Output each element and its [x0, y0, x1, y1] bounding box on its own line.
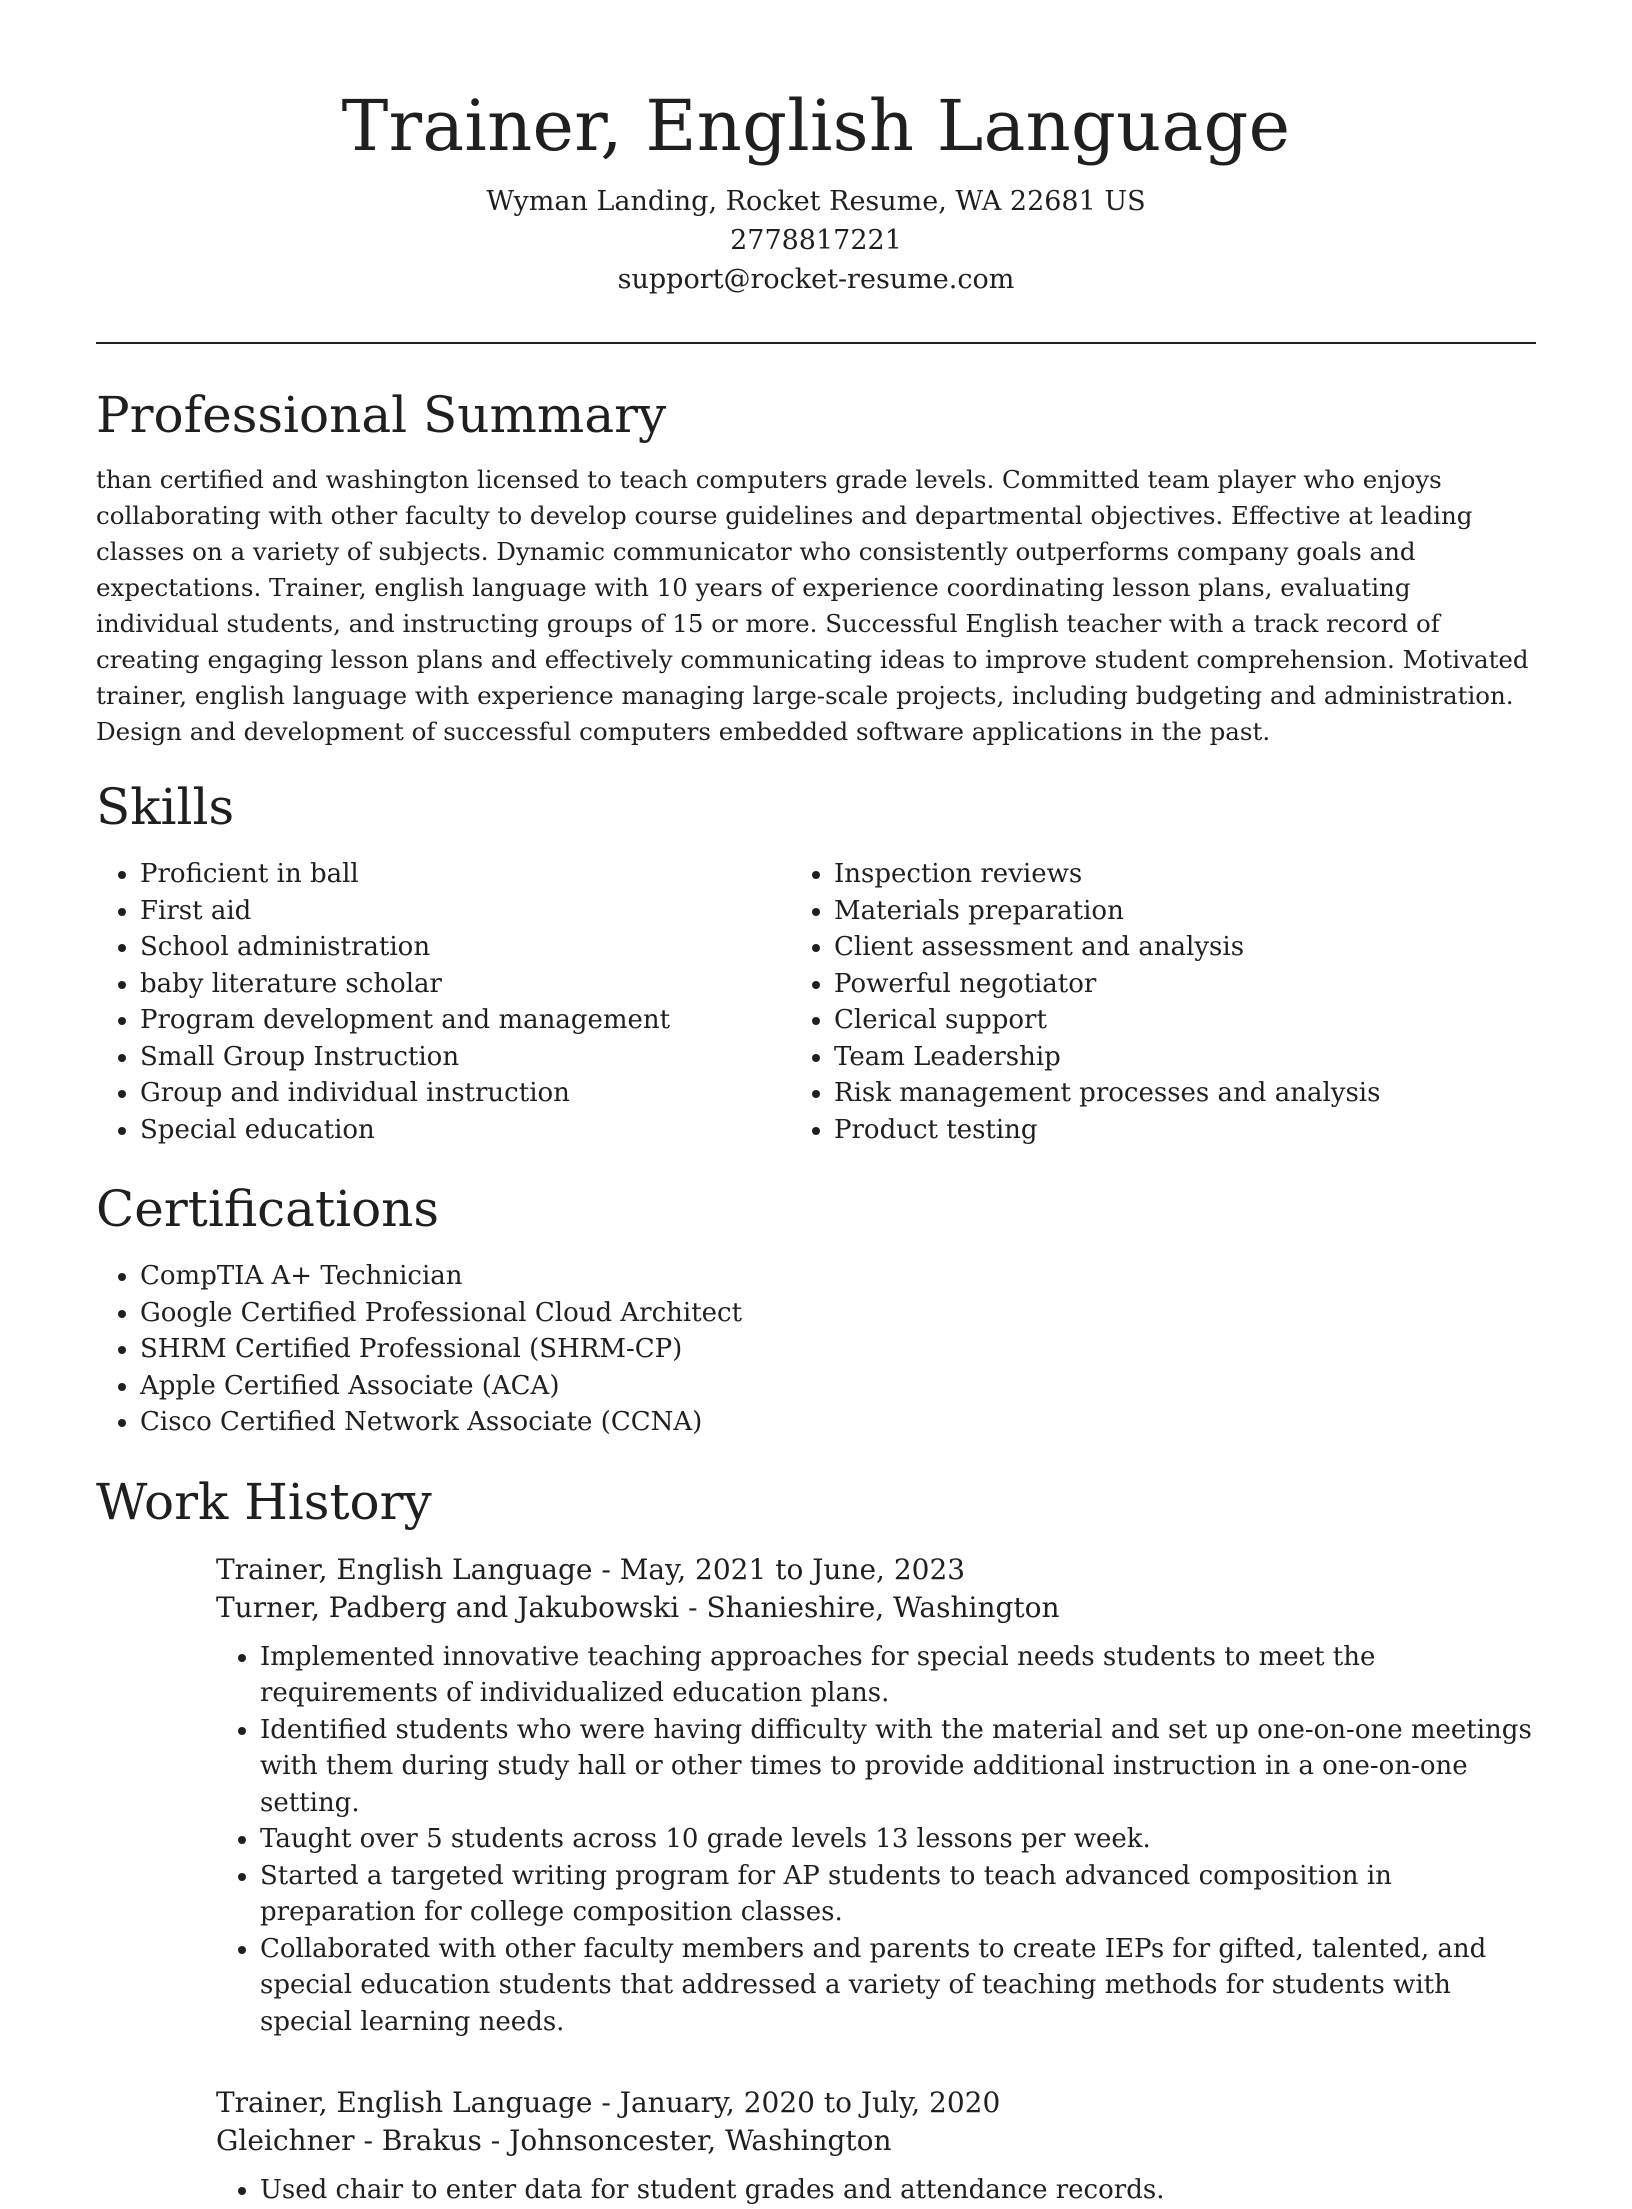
certification-item: • CompTIA A+ Technician [140, 1258, 1536, 1295]
job-bullet: • Started a targeted writing program for AP students to teach advanced composition in preparation for college composition classes. [260, 1858, 1536, 1931]
job-bullet: • Taught over 5 students across 10 grade levels 13 lessons per week. [260, 1821, 1536, 1858]
summary-text: than certified and washington licensed to teach computers grade levels. Committed team player who enjoys collaborating with other faculty to develop course guidelines and departmental objectives. Effective at leading classes on a variety of subjects. Dynamic communicator who consistently outperforms company goals and expectations. Trainer, english language with 10 years of experience coordinating lesson plans, evaluating individual students, and instructing groups of 15 or more. Successful English teacher with a track record of creating engaging lesson plans and effectively communicating ideas to improve student comprehension. Motivated trainer, english language with experience managing large-scale projects, including budgeting and administration. Design and development of successful computers embedded software applications in the past. [96, 465, 1529, 746]
skill-item: • Proficient in ball [140, 856, 790, 893]
candidate-name: Trainer, English Language [341, 85, 1291, 167]
header-divider [96, 342, 1536, 344]
skills-heading: Skills [96, 778, 235, 836]
certification-item: • Cisco Certified Network Associate (CCNA) [140, 1404, 1536, 1441]
job-title: Trainer, English Language [216, 1552, 593, 1586]
resume-body [96, 380, 1536, 2209]
skill-item: • Risk management processes and analysis [834, 1075, 1484, 1112]
contact-block [0, 182, 1632, 299]
contact-phone: 2778817221 [730, 225, 902, 256]
job-bullet: • Identified students who were having difficulty with the material and set up one-on-one meetings with them during study hall or other times to provide additional instruction in a one-on-one setting. [260, 1712, 1536, 1822]
skill-item: • Materials preparation [834, 893, 1484, 930]
separator: - [679, 1590, 707, 1624]
job-company-line [216, 2122, 1536, 2160]
job-title-line [216, 1551, 1536, 1589]
skill-item: • Powerful negotiator [834, 966, 1484, 1003]
skill-item: • baby literature scholar [140, 966, 790, 1003]
skill-item: • Clerical support [834, 1002, 1484, 1039]
skill-item: • First aid [140, 893, 790, 930]
job-bullet: • Implemented innovative teaching approaches for special needs students to meet the requirements of individualized education plans. [260, 1639, 1536, 1712]
job-company: Turner, Padberg and Jakubowski [216, 1590, 680, 1624]
separator: - [592, 2086, 620, 2119]
summary-heading: Professional Summary [96, 386, 667, 444]
skill-item: • Small Group Instruction [140, 1039, 790, 1076]
certification-item: • Google Certified Professional Cloud Architect [140, 1295, 1536, 1332]
job-location: Johnsoncester, Washington [509, 2124, 892, 2157]
work-history-heading: Work History [96, 1472, 432, 1531]
certifications-list [96, 1258, 1536, 1441]
skill-item: • Program development and management [140, 1002, 790, 1039]
job-location: Shanieshire, Washington [706, 1590, 1060, 1624]
job-company-line [216, 1589, 1536, 1627]
certifications-heading: Certifications [96, 1180, 440, 1238]
contact-email: support@rocket-resume.com [617, 264, 1015, 295]
skill-item: • Inspection reviews [834, 856, 1484, 893]
job-dates: January, 2020 to July, 2020 [619, 2086, 1001, 2119]
skill-item: • Product testing [834, 1112, 1484, 1149]
job-bullets [216, 1639, 1536, 2041]
skill-item: • Special education [140, 1112, 790, 1149]
job-dates: May, 2021 to June, 2023 [619, 1552, 966, 1586]
skills-column-left [96, 856, 790, 1148]
separator: - [481, 2124, 510, 2157]
contact-address: Wyman Landing, Rocket Resume, WA 22681 US [486, 186, 1146, 217]
job-entry [216, 1551, 1536, 2041]
job-entry [216, 2084, 1536, 2209]
job-bullet: • Used chair to enter data for student grades and attendance records. [260, 2172, 1536, 2209]
skills-column-right [790, 856, 1484, 1148]
skill-item: • Team Leadership [834, 1039, 1484, 1076]
skills-list [96, 856, 1536, 1148]
job-title: Trainer, English Language [216, 2086, 593, 2119]
skill-item: • School administration [140, 929, 790, 966]
separator: - [592, 1552, 620, 1586]
job-bullet: • Collaborated with other faculty members and parents to create IEPs for gifted, talented, and special education students that addressed a variety of teaching methods for students with special learning needs. [260, 1931, 1536, 2041]
skill-item: • Client assessment and analysis [834, 929, 1484, 966]
certification-item: • Apple Certified Associate (ACA) [140, 1368, 1536, 1405]
certifications-ul [96, 1258, 1536, 1441]
job-bullets [216, 2172, 1536, 2209]
resume-header [0, 0, 1632, 299]
skill-item: • Group and individual instruction [140, 1075, 790, 1112]
job-company: Gleichner - Brakus [216, 2124, 482, 2157]
certification-item: • SHRM Certified Professional (SHRM-CP) [140, 1331, 1536, 1368]
job-title-line [216, 2084, 1536, 2122]
